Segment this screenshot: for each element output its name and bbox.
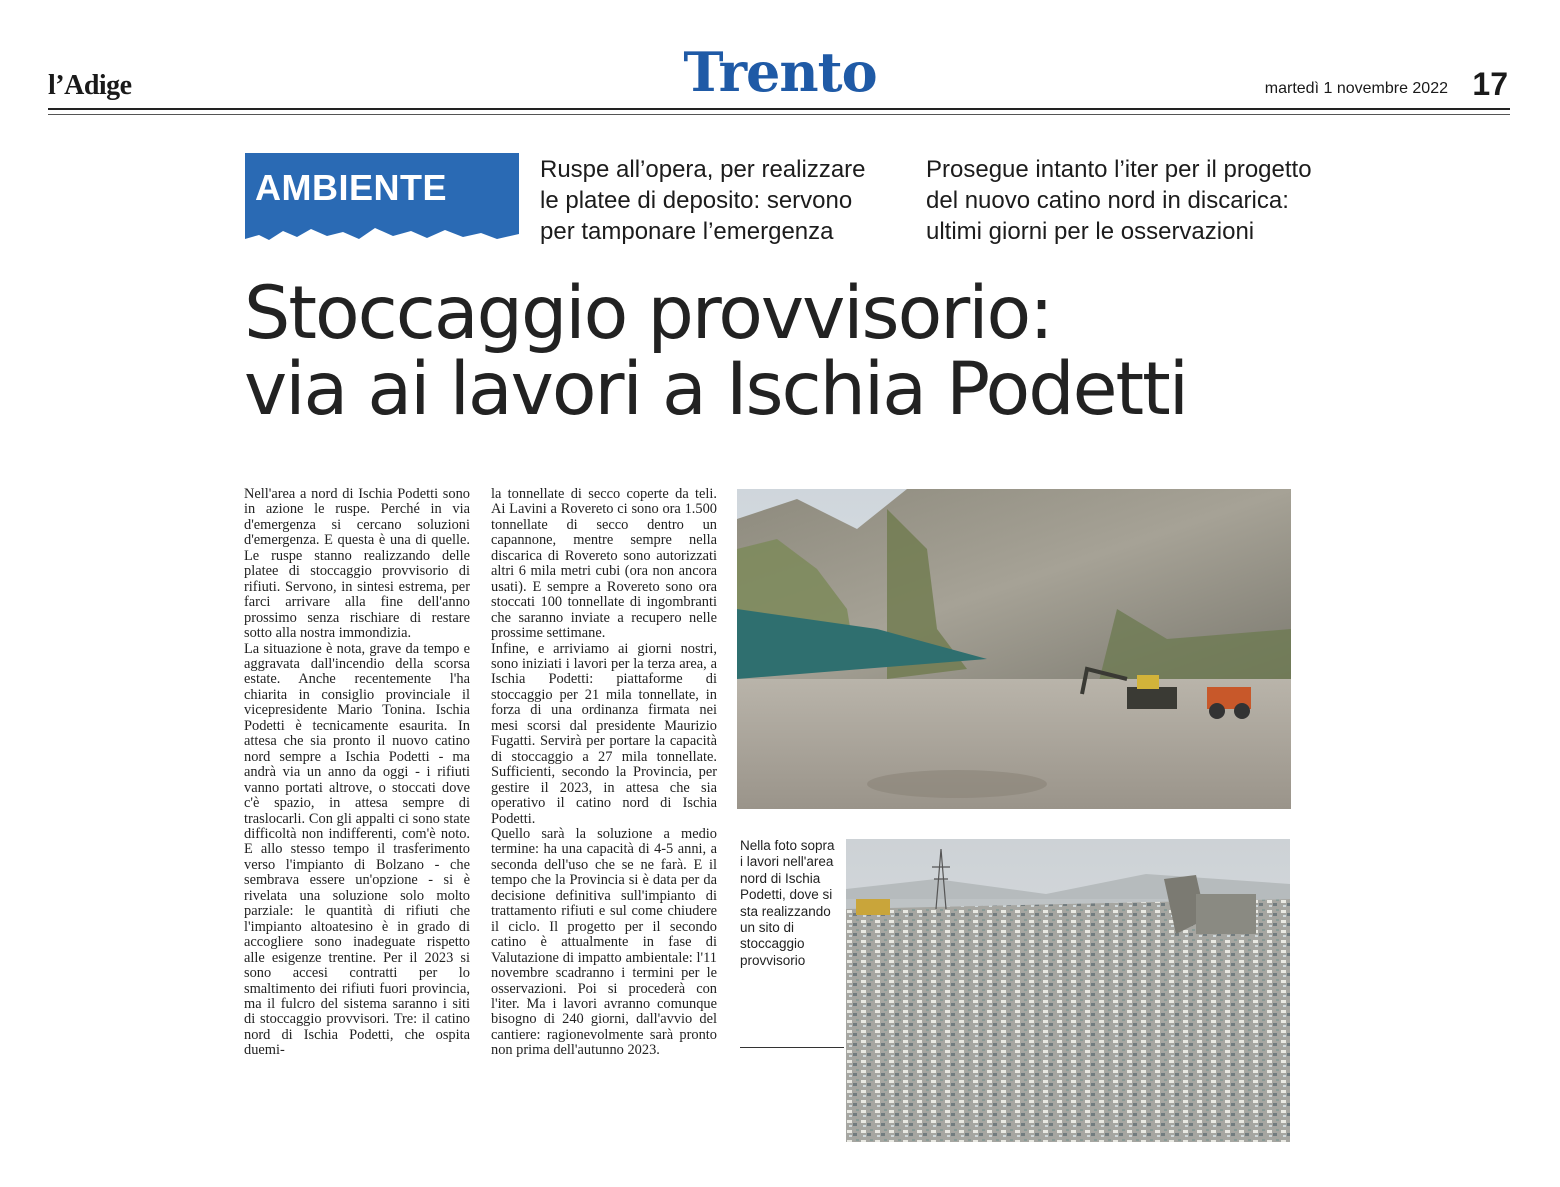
paragraph: Nell'area a nord di Ischia Podetti sono in azione le ruspe. Perché in via d'emergenza si cercano soluzioni d'emergenza. E questa è una di quelle. Le ruspe stanno realizzando delle platee di stoccaggio provvisorio di rifiuti. Servono, in sintesi estrema, per farci arrivare alla fine dell'anno prossimo senza rischiare di restare sotto alla nostra immondizia. — [244, 486, 470, 642]
photo-waste-heap — [846, 839, 1290, 1142]
newspaper-name: l’Adige — [48, 70, 132, 101]
header-rule — [48, 108, 1510, 110]
paragraph: Infine, e arriviamo ai giorni nostri, sono iniziati i lavori per la terza area, a Ischia Podetti: piattaforme di stoccaggio per 21 mila tonnellate, in forza di una ordinanza firmata nei mesi scorsi dal presidente Maurizio Fugatti. Servirà per portare la capacità di stoccaggio a 27 mila tonnellate. Sufficienti, secondo la Provincia, per gestire il 2023, in attesa che sia operativo il catino nord di Ischia Podetti. — [491, 640, 717, 827]
header-rule-thin — [48, 114, 1510, 115]
article-column-2 — [491, 487, 717, 1059]
section-title: Trento — [683, 40, 877, 104]
headline — [244, 271, 1344, 432]
kicker-right: Prosegue intanto l’iter per il progetto del nuovo catino nord in discarica: ultimi giorni per le osservazioni — [926, 156, 1312, 245]
headline-line-2: via ai lavori a Ischia Podetti — [244, 347, 1188, 432]
mountain-skyline-icon — [245, 219, 519, 249]
paragraph: La situazione è nota, grave da tempo e aggravata dall'incendio della scorsa estate. Anche recentemente l'ha chiarita in consiglio provinciale il vicepresidente Mario Tonina. Ischia Podetti è tecnicamente esaurita. In attesa che sia pronto il nuovo catino nord sempre a Ischia Podetti - ma andrà via un anno da oggi - i rifiuti vanno portati altrove, o stoccati dove c'è spazio, in attesa sempre di traslocarli. Con gli appalti ci sono state difficoltà non indifferenti, com'è noto. E allo stesso tempo il trasferimento verso l'impianto di Bolzano - che sembrava essere un'opzione - si è rivelata una soluzione solo molto parziale: le quantità di rifiuti che l'impianto altoatesino è in grado di accogliere sono inadeguate rispetto alle esigenze trentine. Per il 2023 si sono accesi contratti per lo smaltimento dei rifiuti fuori provincia, ma il fulcro del sistema saranno i siti di stoccaggio provvisori. Tre: il catino nord di Ischia Podetti, che ospita duemi- — [244, 640, 470, 1059]
paragraph: Quello sarà la soluzione a medio termine: ha una capacità di 4-5 anni, a seconda dell'uso che se ne farà. E il tempo che la Provincia si è data per da decisione definitiva sull'impianto di trattamento rifiuti e sul come chiudere il ciclo. Il progetto per il secondo catino è attualmente in fase di Valutazione di impatto ambientale: l'11 novembre scadranno i termini per le osservazioni. Poi si procederà con l'iter. Ma i lavori avranno comunque bisogno di 240 giorni, dall'avvio del cantiere: ragionevolmente sarà pronto non prima dell'autunno 2023. — [491, 825, 717, 1059]
section-tag — [245, 153, 519, 249]
photo-caption: Nella foto sopra i lavori nell'area nord di Ischia Podetti, dove si sta realizzando un sito di stoccaggio provvisorio — [740, 838, 835, 968]
page-number: 17 — [1472, 66, 1508, 102]
kicker-left: Ruspe all’opera, per realizzare le platee di deposito: servono per tamponare l’emergenza — [540, 156, 866, 245]
headline-line-1: Stoccaggio provvisorio: — [244, 271, 1052, 356]
section-tag-label: AMBIENTE — [255, 167, 447, 208]
photo-construction-site — [737, 489, 1291, 809]
paragraph: la tonnellate di secco coperte da teli. Ai Lavini a Rovereto ci sono ora 1.500 tonnellate di secco dentro un capannone, mentre sempre nella discarica di Rovereto sono autorizzati altri 6 mila metri cubi (ora non ancora usati). E sempre a Rovereto sono ora stoccati 100 tonnellate di ingombranti che saranno inviate a recupero nelle prossime settimane. — [491, 486, 717, 642]
issue-date: martedì 1 novembre 2022 — [1264, 80, 1448, 97]
article-column-1 — [244, 487, 470, 1059]
caption-rule — [740, 1047, 844, 1048]
